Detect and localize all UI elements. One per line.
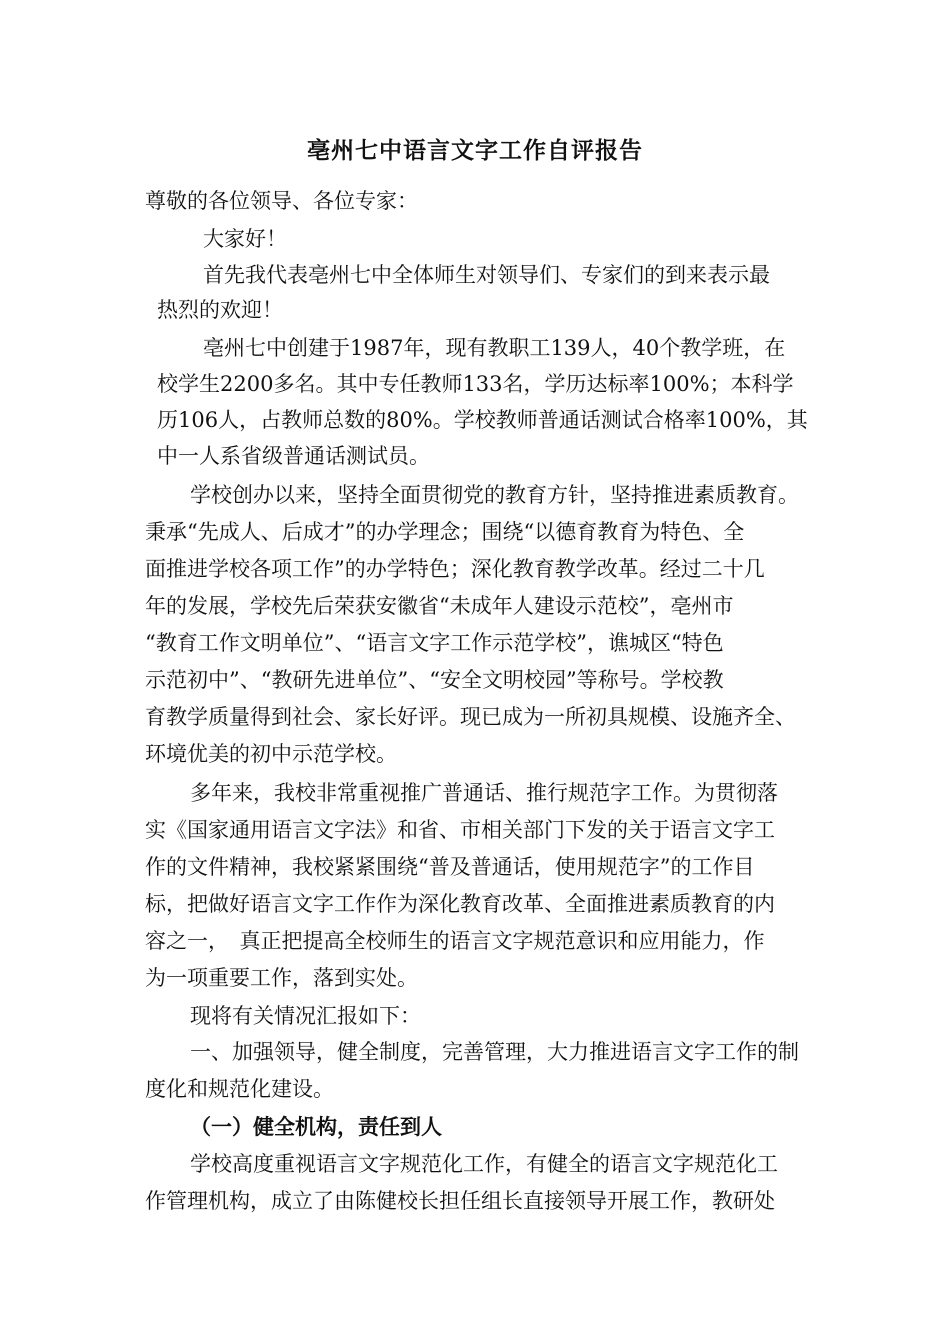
paragraph-line: 度化和规范化建设。 <box>145 1077 334 1101</box>
paragraph-line: 实《国家通用语言文字法》和省、市相关部门下发的关于语言文字工 <box>145 818 775 842</box>
greeting: 大家好！ <box>203 227 287 251</box>
paragraph-line: 热烈的欢迎！ <box>157 298 283 322</box>
paragraph-line: 示范初中”、“教研先进单位”、“安全文明校园”等称号。学校教 <box>145 668 724 692</box>
paragraph-line: 作管理机构，成立了由陈健校长担任组长直接领导开展工作，教研处 <box>145 1189 775 1213</box>
paragraph-line: 历106人，占教师总数的80%。学校教师普通话测试合格率100%，其 <box>157 408 808 432</box>
paragraph-line: 标，把做好语言文字工作作为深化教育改革、全面推进素质教育的内 <box>145 892 775 916</box>
paragraph-line: 作的文件精神，我校紧紧围绕“普及普通话，使用规范字”的工作目 <box>145 855 755 879</box>
paragraph-line: 环境优美的初中示范学校。 <box>145 742 397 766</box>
paragraph-line: 容之一， 真正把提高全校师生的语言文字规范意识和应用能力，作 <box>145 929 765 953</box>
paragraph-line: 校学生2200多名。其中专任教师133名，学历达标率100%；本科学 <box>157 372 794 396</box>
paragraph-line: 学校创办以来，坚持全面贯彻党的教育方针，坚持推进素质教育。 <box>190 483 799 507</box>
paragraph-line: “教育工作文明单位”、“语言文字工作示范学校”，谯城区“特色 <box>145 631 724 655</box>
paragraph-line: 中一人系省级普通话测试员。 <box>157 444 430 468</box>
paragraph-line: 首先我代表亳州七中全体师生对领导们、专家们的到来表示最 <box>203 263 770 287</box>
salutation: 尊敬的各位领导、各位专家： <box>145 189 418 213</box>
paragraph-line: 育教学质量得到社会、家长好评。现已成为一所初具规模、设施齐全、 <box>145 705 796 729</box>
paragraph-line: 一、加强领导，健全制度，完善管理，大力推进语言文字工作的制 <box>190 1040 799 1064</box>
paragraph-line: 秉承“先成人、后成才”的办学理念；围绕“以德育教育为特色、全 <box>145 520 745 544</box>
paragraph-line: 学校高度重视语言文字规范化工作，有健全的语言文字规范化工 <box>190 1152 778 1176</box>
paragraph-line: 面推进学校各项工作”的办学特色；深化教育教学改革。经过二十几 <box>145 557 765 581</box>
paragraph-line: 年的发展，学校先后荣获安徽省“未成年人建设示范校”，亳州市 <box>145 594 734 618</box>
report-intro: 现将有关情况汇报如下： <box>190 1004 421 1028</box>
paragraph-line: 为一项重要工作，落到实处。 <box>145 966 418 990</box>
paragraph-line: 亳州七中创建于1987年，现有教职工139人，40个教学班，在 <box>203 336 786 360</box>
paragraph-line: 多年来，我校非常重视推广普通话、推行规范字工作。为贯彻落 <box>190 781 778 805</box>
subsection-one-heading: （一）健全机构，责任到人 <box>190 1114 442 1139</box>
document-title: 亳州七中语言文字工作自评报告 <box>307 137 643 164</box>
